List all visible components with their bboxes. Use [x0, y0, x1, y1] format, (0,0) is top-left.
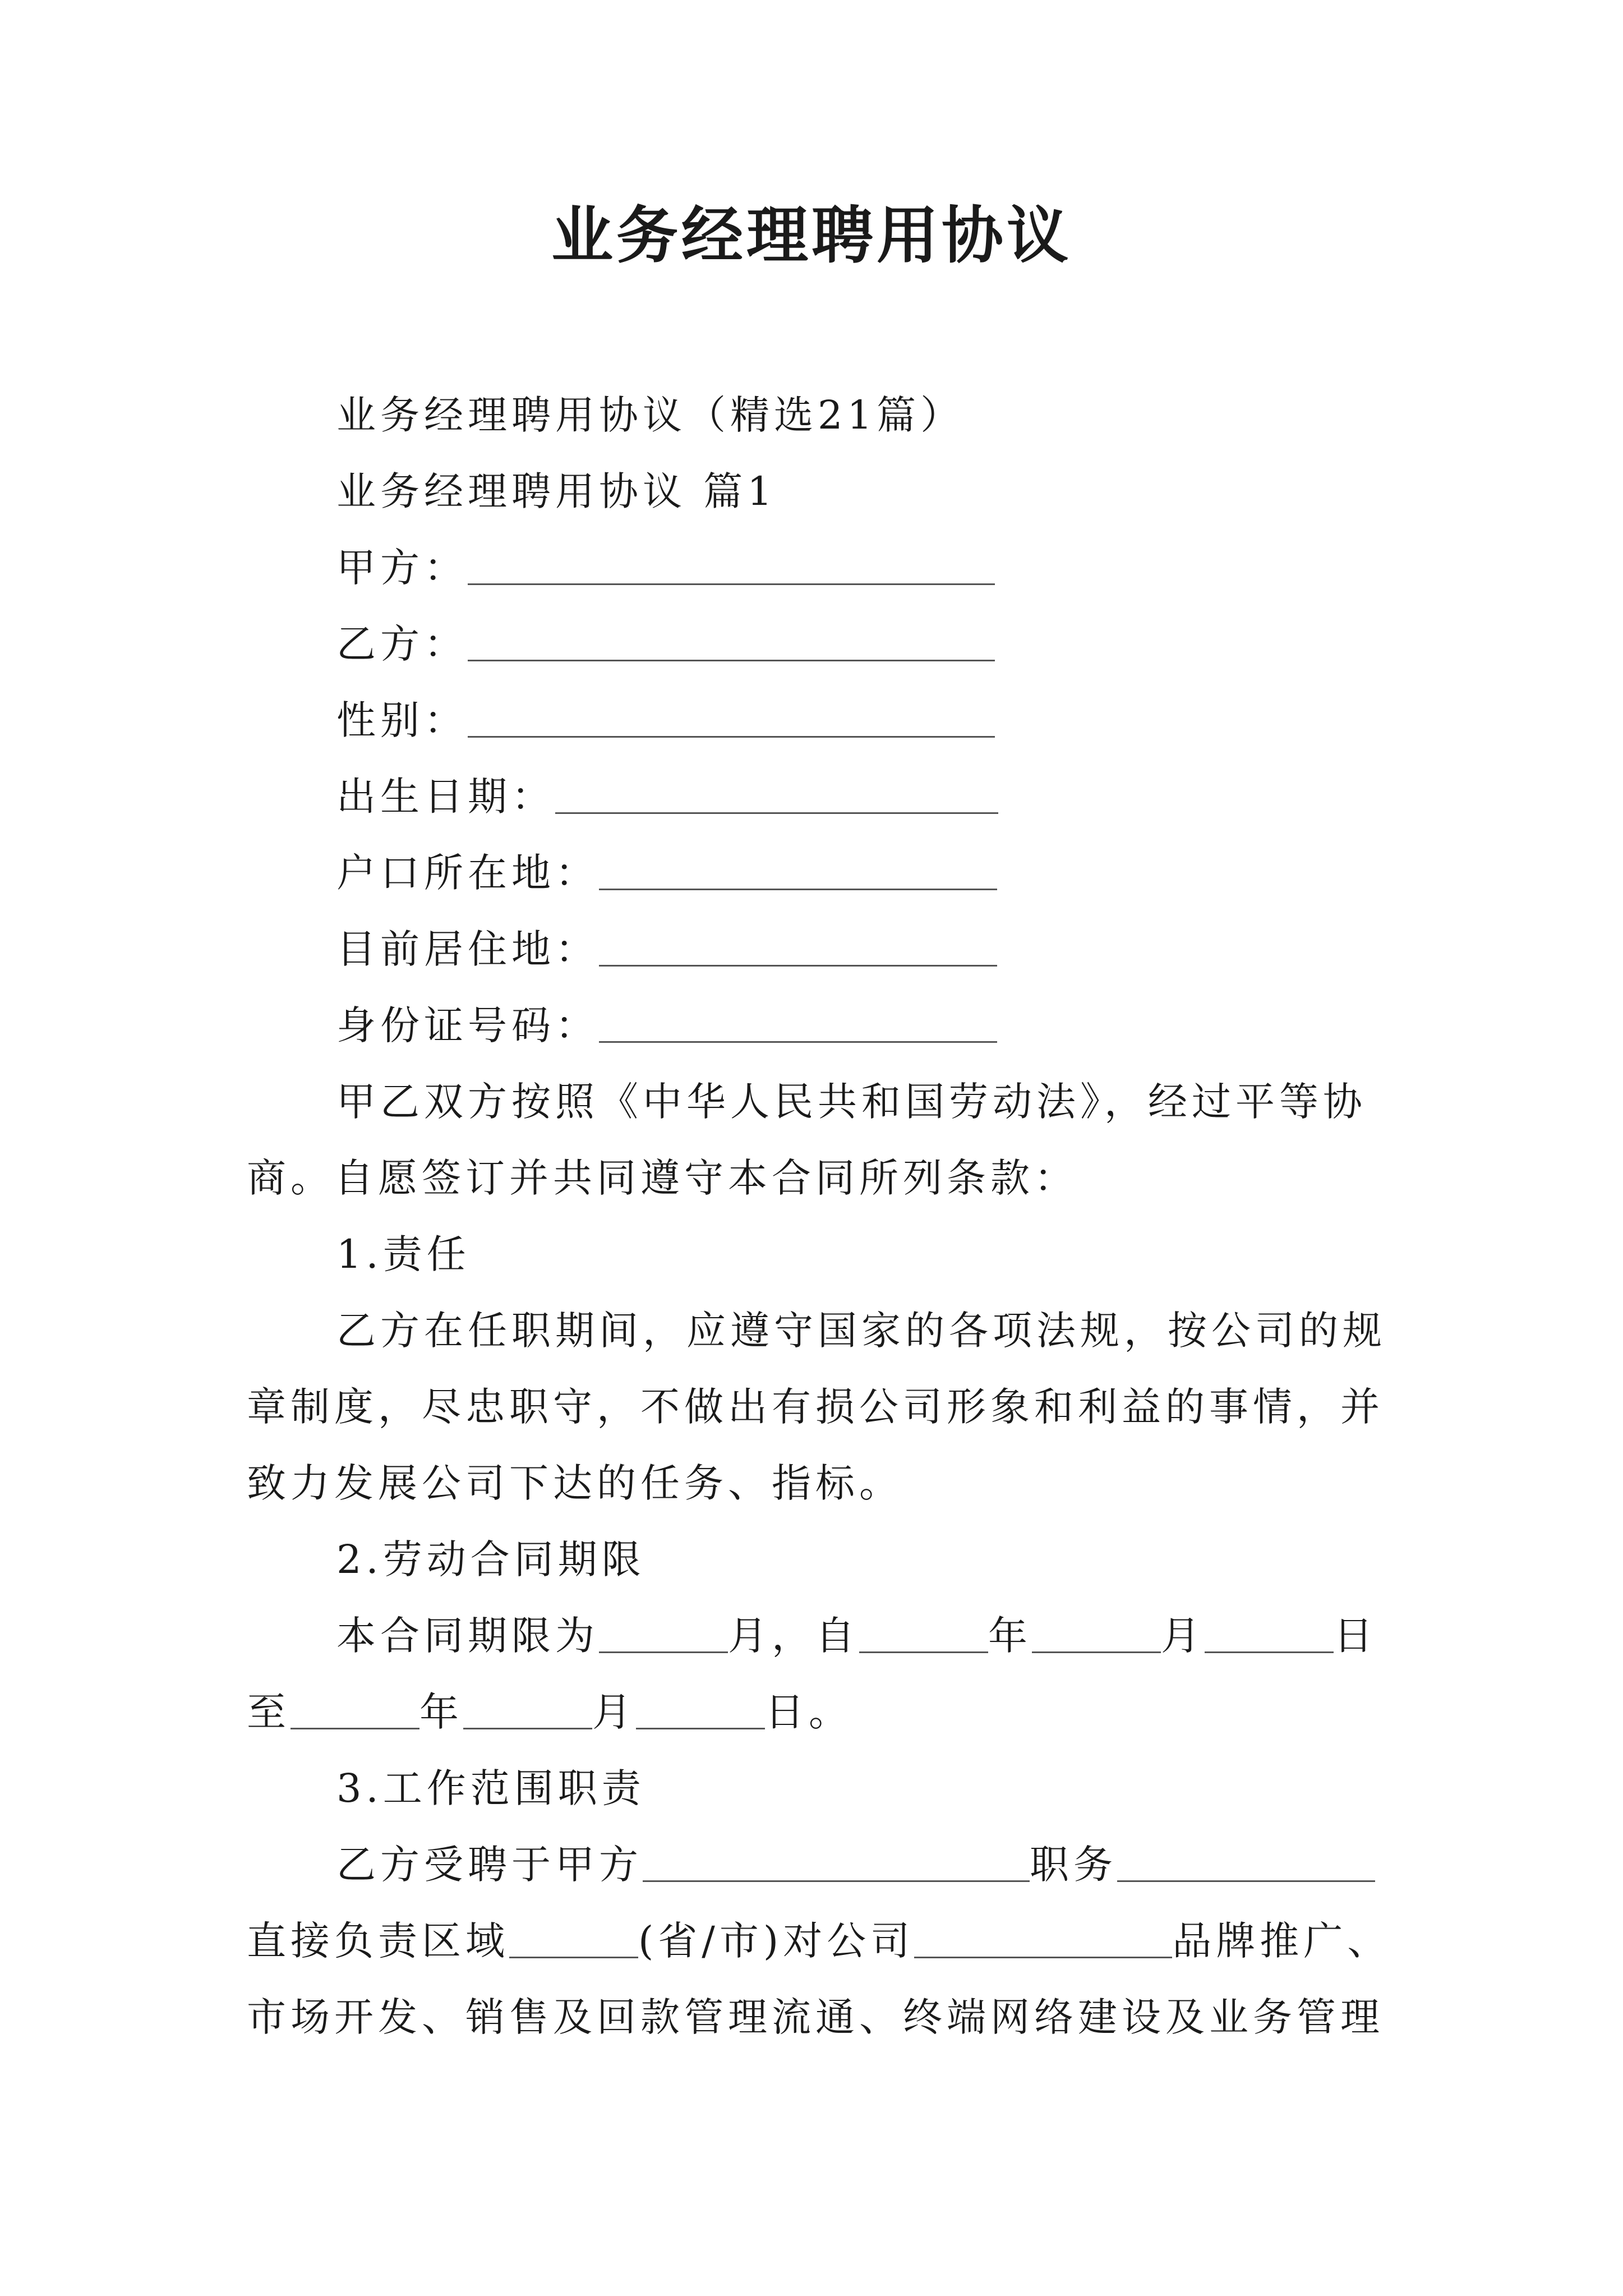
clause-3-heading: 3.工作范围职责 — [336, 1765, 645, 1811]
section-heading: 业务经理聘用协议 篇1 — [336, 468, 777, 514]
text-segment: 至 — [247, 1689, 291, 1735]
field-label: 目前居住地： — [336, 926, 599, 972]
clause-2-heading: 2.劳动合同期限 — [336, 1536, 645, 1582]
fill-blank — [599, 921, 997, 967]
fill-blank — [1205, 1608, 1334, 1653]
field-label: 乙方： — [336, 621, 468, 667]
fill-blank — [914, 1913, 1172, 1958]
field-label: 户口所在地： — [336, 850, 599, 896]
fill-blank — [1032, 1608, 1161, 1653]
text-segment: 本合同期限为 — [336, 1613, 599, 1659]
field-gender — [336, 692, 995, 748]
intro-line-2: 商。自愿签订并共同遵守本合同所列条款： — [247, 1155, 1078, 1201]
field-birth-date — [336, 769, 998, 825]
fill-blank — [468, 692, 995, 738]
fill-blank — [555, 769, 998, 814]
clause-2-line-2 — [247, 1684, 852, 1740]
fill-blank — [463, 1684, 592, 1729]
fill-blank — [599, 845, 997, 890]
text-segment: 月 — [592, 1689, 636, 1735]
fill-blank — [291, 1684, 419, 1729]
field-label: 身份证号码： — [336, 1002, 599, 1048]
fill-blank — [1117, 1837, 1375, 1882]
text-segment: (省/市)对公司 — [638, 1918, 915, 1964]
fill-blank — [599, 997, 997, 1043]
fill-blank — [859, 1608, 988, 1653]
field-household-registration — [336, 845, 997, 901]
field-current-residence — [336, 921, 997, 977]
clause-1-line-3: 致力发展公司下达的任务、指标。 — [247, 1460, 903, 1506]
text-segment: 月，自 — [728, 1613, 859, 1659]
fill-blank — [468, 616, 995, 661]
text-segment: 月 — [1161, 1613, 1205, 1659]
field-party-a — [336, 540, 995, 596]
clause-3-line-2 — [247, 1913, 1391, 1969]
text-segment: 品牌推广、 — [1172, 1918, 1391, 1964]
field-party-b — [336, 616, 995, 672]
fill-blank — [509, 1913, 638, 1958]
clause-3-line-1 — [336, 1837, 1375, 1893]
clause-3-line-3: 市场开发、销售及回款管理流通、终端网络建设及业务管理 — [247, 1994, 1384, 2040]
clause-1-heading: 1.责任 — [336, 1231, 471, 1277]
text-segment: 日 — [1334, 1613, 1377, 1659]
text-segment: 年 — [419, 1689, 463, 1735]
clause-1-line-1: 乙方在任职期间，应遵守国家的各项法规，按公司的规 — [336, 1308, 1386, 1354]
intro-line-1: 甲乙双方按照《中华人民共和国劳动法》，经过平等协 — [336, 1079, 1367, 1125]
document-subtitle: 业务经理聘用协议（精选21篇） — [336, 392, 965, 438]
text-segment: 直接负责区域 — [247, 1918, 509, 1964]
field-id-number — [336, 997, 997, 1053]
field-label: 甲方： — [336, 545, 468, 591]
document-title: 业务经理聘用协议 — [551, 199, 1072, 272]
text-segment: 职务 — [1030, 1842, 1117, 1888]
field-label: 出生日期： — [336, 774, 555, 820]
text-segment: 年 — [988, 1613, 1032, 1659]
field-label: 性别： — [336, 697, 468, 743]
text-segment: 乙方受聘于甲方 — [336, 1842, 643, 1888]
fill-blank — [599, 1608, 728, 1653]
fill-blank — [643, 1837, 1030, 1882]
clause-2-line-1 — [336, 1608, 1377, 1664]
fill-blank — [468, 540, 995, 585]
clause-1-line-2: 章制度，尽忠职守，不做出有损公司形象和利益的事情，并 — [247, 1384, 1384, 1430]
text-segment: 日。 — [765, 1689, 852, 1735]
fill-blank — [636, 1684, 765, 1729]
